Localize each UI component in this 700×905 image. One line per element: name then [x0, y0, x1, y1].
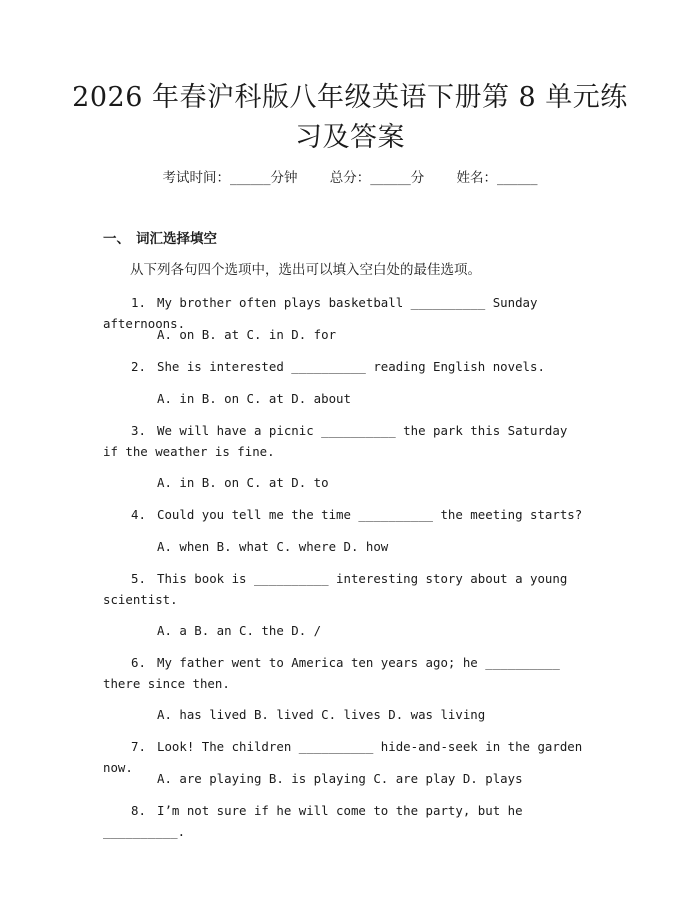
document-title: [60, 78, 640, 158]
question-8: [103, 800, 589, 842]
question-number: 8.: [131, 803, 146, 818]
question-5-options: A. a B. an C. the D. /: [157, 623, 322, 638]
question-text: My father went to America ten years ago; he __________ there since then.: [103, 655, 560, 691]
question-3-options: A. in B. on C. at D. to: [157, 475, 329, 490]
exam-time-field: 考试时间：______分钟: [162, 170, 298, 186]
question-number: 6.: [131, 655, 146, 670]
question-text: I’m not sure if he will come to the party, but he __________.: [103, 803, 523, 839]
question-text: We will have a picnic __________ the park this Saturday if the weather is fine.: [103, 423, 568, 459]
question-3: [103, 420, 589, 462]
question-2: [103, 356, 589, 377]
title-line-2: 习及答案: [295, 122, 405, 153]
question-6-options: A. has lived B. lived C. lives D. was living: [157, 707, 486, 722]
section-number: 一、: [103, 231, 130, 247]
question-number: 4.: [131, 507, 146, 522]
exam-name-field: 姓名：______: [456, 170, 538, 186]
question-5: [103, 568, 589, 610]
title-line-1: 2026 年春沪科版八年级英语下册第 8 单元练: [72, 82, 628, 113]
question-number: 2.: [131, 359, 146, 374]
question-number: 7.: [131, 739, 146, 754]
question-4-options: A. when B. what C. where D. how: [157, 539, 389, 554]
exam-score-field: 总分：______分: [329, 170, 425, 186]
section-heading: [103, 229, 217, 249]
question-6: [103, 652, 589, 694]
exam-info: [0, 168, 700, 188]
question-1-options: A. on B. at C. in D. for: [157, 327, 337, 342]
question-number: 5.: [131, 571, 146, 586]
question-4: [103, 504, 589, 525]
section-instruction: 从下列各句四个选项中，选出可以填入空白处的最佳选项。: [130, 262, 481, 278]
section-title: 词汇选择填空: [136, 231, 217, 247]
question-text: Could you tell me the time __________ the meeting starts?: [157, 507, 583, 522]
question-text: My brother often plays basketball __________ Sunday afternoons.: [103, 295, 538, 331]
question-number: 1.: [131, 295, 146, 310]
question-2-options: A. in B. on C. at D. about: [157, 391, 351, 406]
question-text: She is interested __________ reading English novels.: [157, 359, 545, 374]
question-text: Look! The children __________ hide-and-seek in the garden now.: [103, 739, 583, 775]
question-number: 3.: [131, 423, 146, 438]
question-7-options: A. are playing B. is playing C. are play D. plays: [157, 771, 523, 786]
question-text: This book is __________ interesting story about a young scientist.: [103, 571, 568, 607]
